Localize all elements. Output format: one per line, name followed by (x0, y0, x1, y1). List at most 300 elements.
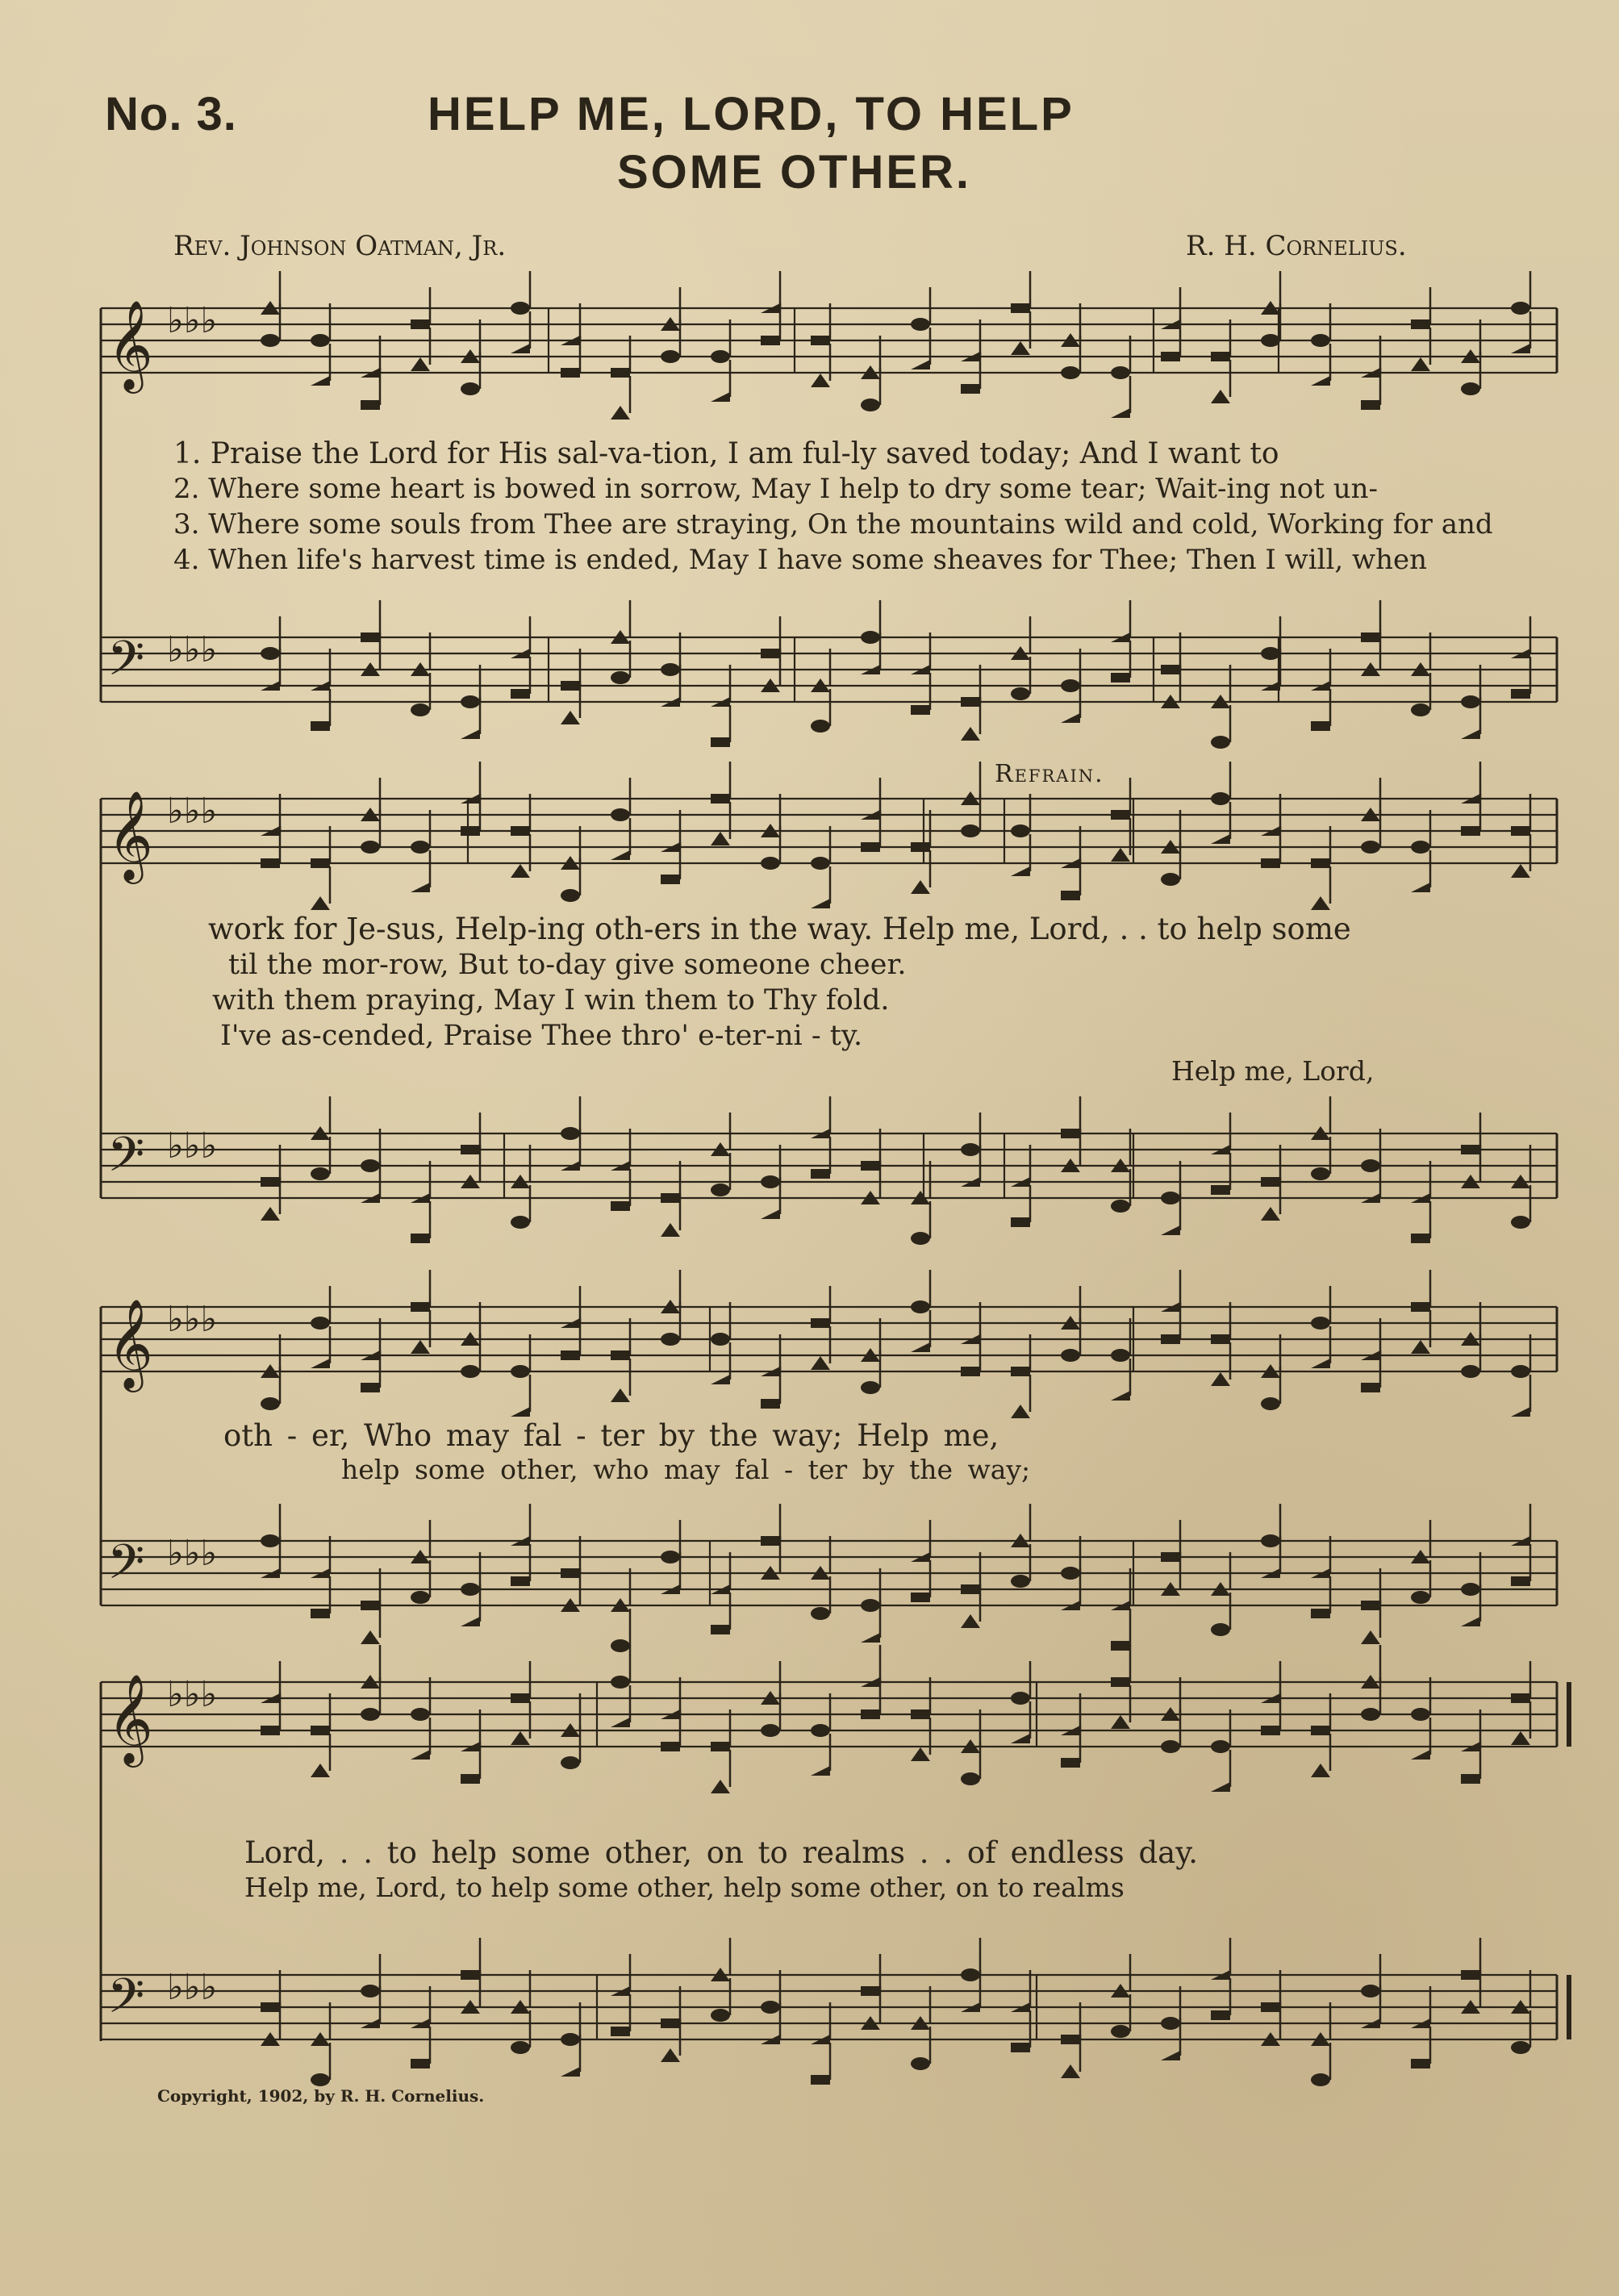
bass-clef-icon: 𝄢 (107, 1968, 145, 2035)
note-head (1061, 1349, 1080, 1362)
note-head (1311, 1359, 1330, 1368)
note-head (461, 1617, 480, 1626)
note-head (911, 705, 930, 715)
note-head (511, 2041, 530, 2054)
note-head (1011, 1692, 1030, 1705)
bass-refrain-text: Help me, Lord, (1171, 1055, 1375, 1087)
note-head (611, 850, 630, 860)
note-head (561, 368, 580, 378)
note-head (561, 1127, 580, 1140)
note-head (411, 883, 430, 892)
note-head (311, 1359, 330, 1368)
note-head (1161, 1334, 1180, 1344)
note-head (1161, 2017, 1180, 2030)
note-head (661, 1551, 680, 1563)
note-head (311, 721, 330, 731)
note-head (1211, 736, 1230, 749)
note-head (561, 1568, 580, 1578)
note-head (1461, 729, 1480, 739)
note-head (861, 1161, 880, 1171)
note-head (661, 2018, 680, 2028)
flat-key-signature-icon: ♭♭♭ (167, 1674, 218, 1715)
note-head (361, 400, 380, 410)
note-head (711, 737, 730, 747)
note-head (761, 1724, 780, 1737)
note-head (561, 1350, 580, 1360)
note-head (1411, 1234, 1430, 1243)
note-head (1011, 1217, 1030, 1227)
note-head (811, 2075, 830, 2085)
flat-key-signature-icon: ♭♭♭ (167, 1533, 218, 1574)
note-head (311, 2073, 330, 2086)
note-head (1511, 864, 1530, 878)
note-head (1361, 1985, 1380, 1998)
note-head (1111, 1391, 1130, 1401)
note-head (1361, 400, 1380, 410)
verse-1-line-1: 1. Praise the Lord for His sal-va-tion, I am ful-ly saved today; And I want to (173, 437, 1279, 470)
note-head (561, 711, 580, 724)
note-head (461, 729, 480, 739)
note-head (1111, 1641, 1130, 1651)
note-head (411, 1750, 430, 1760)
note-head (1511, 1693, 1530, 1703)
note-head (461, 1970, 480, 1980)
note-head (1061, 366, 1080, 379)
note-head (1011, 687, 1030, 700)
note-head (711, 1333, 730, 1346)
note-head (811, 1169, 830, 1179)
note-head (461, 382, 480, 395)
verse-4-line-2: I've as-cended, Praise Thee thro' e-ter-ni - ty. (220, 1020, 863, 1052)
note-head (761, 857, 780, 870)
note-head (811, 1318, 830, 1328)
note-head (1261, 2002, 1280, 2012)
note-head (461, 1365, 480, 1378)
note-head (1161, 665, 1180, 674)
treble-clef-icon: 𝄞 (107, 790, 153, 880)
note-head (611, 1350, 630, 1360)
note-head (1061, 679, 1080, 692)
note-head (461, 695, 480, 708)
note-head (961, 1143, 980, 1156)
note-head (1211, 834, 1230, 844)
note-head (311, 1609, 330, 1618)
note-head (911, 880, 930, 894)
note-head (511, 1731, 530, 1745)
note-head (1161, 1192, 1180, 1204)
note-head (1461, 1583, 1480, 1596)
note-head (611, 808, 630, 821)
note-head (1161, 2051, 1180, 2060)
note-head (1461, 826, 1480, 836)
copyright-notice: Copyright, 1902, by R. H. Cornelius. (157, 2086, 485, 2106)
note-head (261, 1177, 280, 1187)
note-head (261, 858, 280, 868)
lyricist-credit: Rev. Johnson Oatman, Jr. (173, 230, 507, 262)
note-head (1511, 344, 1530, 353)
note-head (1011, 303, 1030, 313)
note-head (1261, 647, 1280, 660)
note-head (1411, 357, 1430, 371)
note-head (911, 2057, 930, 2070)
note-head (911, 318, 930, 331)
note-head (1461, 382, 1480, 395)
note-head (1311, 1764, 1330, 1777)
note-head (961, 1614, 980, 1628)
note-head (1411, 1340, 1430, 1354)
note-head (1511, 1576, 1530, 1586)
note-head (361, 1383, 380, 1392)
bass-clef-icon: 𝄢 (107, 1126, 145, 1194)
note-head (861, 842, 880, 852)
note-head (1511, 1407, 1530, 1417)
note-head (311, 858, 330, 868)
verse-2-line-2: til the mor-row, But to-day give someone cheer. (228, 949, 907, 981)
note-head (1111, 2025, 1130, 2038)
note-head (1211, 352, 1230, 361)
note-head (1511, 826, 1530, 836)
note-head (611, 1201, 630, 1211)
note-head (811, 1356, 830, 1370)
note-head (761, 649, 780, 658)
note-head (1211, 2010, 1230, 2020)
note-head (1411, 1750, 1430, 1760)
note-head (511, 864, 530, 878)
note-head (1011, 341, 1030, 355)
note-head (661, 1333, 680, 1346)
note-head (1061, 2035, 1080, 2044)
note-head (761, 1209, 780, 1219)
treble-clef-icon: 𝄞 (107, 1673, 153, 1764)
note-head (1261, 334, 1280, 347)
note-head (1311, 1609, 1330, 1618)
refrain-label: Refrain. (995, 760, 1104, 788)
verse-2-line-1: 2. Where some heart is bowed in sorrow, May I help to dry some tear; Wait-ing not un- (173, 473, 1378, 505)
note-head (761, 1175, 780, 1188)
note-head (711, 1780, 730, 1793)
note-head (1011, 866, 1030, 876)
note-head (661, 2048, 680, 2062)
note-head (611, 1718, 630, 1727)
note-head (1411, 1708, 1430, 1721)
note-head (361, 1985, 380, 1998)
note-head (761, 336, 780, 345)
note-head (411, 1340, 430, 1354)
note-head (1161, 352, 1180, 361)
note-head (411, 1234, 430, 1243)
note-head (411, 703, 430, 716)
note-head (861, 1633, 880, 1643)
note-head (1111, 1677, 1130, 1687)
note-head (561, 681, 580, 691)
note-head (1311, 1167, 1330, 1180)
note-head (511, 302, 530, 315)
note-head (511, 689, 530, 699)
note-head (311, 334, 330, 347)
note-head (461, 1145, 480, 1154)
note-head (511, 1407, 530, 1417)
note-head (1211, 792, 1230, 805)
note-head (611, 406, 630, 420)
treble-clef-icon: 𝄞 (107, 299, 153, 390)
note-head (961, 824, 980, 837)
note-head (611, 1639, 630, 1652)
hymn-title-line2: SOME OTHER. (617, 146, 972, 198)
note-head (911, 1709, 930, 1719)
note-head (1461, 1365, 1480, 1378)
note-head (711, 1375, 730, 1384)
note-head (1411, 319, 1430, 329)
note-head (961, 1367, 980, 1376)
note-head (511, 1365, 530, 1378)
note-head (511, 1693, 530, 1703)
note-head (311, 1167, 330, 1180)
note-head (761, 1399, 780, 1409)
note-head (661, 875, 680, 884)
note-head (911, 1300, 930, 1313)
verse-3-line-2: with them praying, May I win them to Thy fold. (212, 984, 890, 1017)
note-head (611, 368, 630, 378)
note-head (1361, 841, 1380, 854)
note-head (911, 1342, 930, 1352)
note-head (711, 1183, 730, 1196)
note-head (1311, 896, 1330, 910)
flat-key-signature-icon: ♭♭♭ (167, 1967, 218, 2008)
note-head (1211, 1372, 1230, 1386)
note-head (1161, 873, 1180, 886)
note-head (711, 392, 730, 402)
bass-clef-icon: 𝄢 (107, 630, 145, 698)
note-head (911, 842, 930, 852)
note-head (1161, 1225, 1180, 1235)
note-head (711, 794, 730, 804)
note-head (1011, 824, 1030, 837)
note-head (1411, 703, 1430, 716)
flat-key-signature-icon: ♭♭♭ (167, 1125, 218, 1167)
note-head (1111, 673, 1130, 683)
note-head (811, 336, 830, 345)
note-head (511, 344, 530, 353)
note-head (1411, 1591, 1430, 1604)
note-head (961, 727, 980, 741)
note-head (1511, 1216, 1530, 1229)
bass-clef-icon: 𝄢 (107, 1534, 145, 1601)
note-head (711, 1742, 730, 1751)
note-head (361, 632, 380, 642)
note-head (1261, 1726, 1280, 1735)
refrain-lower-text-1: help some other, who may fal - ter by the way; (341, 1454, 1031, 1485)
note-head (761, 1536, 780, 1546)
flat-key-signature-icon: ♭♭♭ (167, 300, 218, 341)
note-head (1411, 1302, 1430, 1312)
note-head (561, 1756, 580, 1769)
note-head (811, 899, 830, 908)
note-head (811, 1724, 830, 1737)
note-head (311, 1317, 330, 1330)
note-head (1511, 2041, 1530, 2054)
note-head (261, 647, 280, 660)
note-head (661, 663, 680, 676)
note-head (1011, 2043, 1030, 2052)
note-head (861, 1709, 880, 1719)
note-head (961, 1772, 980, 1785)
note-head (1011, 1575, 1030, 1588)
note-head (861, 1599, 880, 1612)
note-head (1211, 1782, 1230, 1792)
note-head (1061, 1129, 1080, 1138)
note-head (1511, 302, 1530, 315)
note-head (911, 1232, 930, 1245)
note-head (1311, 2073, 1330, 2086)
note-head (1211, 1185, 1230, 1195)
flat-key-signature-icon: ♭♭♭ (167, 629, 218, 670)
note-head (1161, 1740, 1180, 1753)
note-head (611, 1388, 630, 1402)
note-head (1461, 1145, 1480, 1154)
note-head (561, 2067, 580, 2077)
note-head (411, 1708, 430, 1721)
note-head (761, 2001, 780, 2014)
note-head (711, 832, 730, 845)
note-head (1061, 713, 1080, 723)
note-head (1111, 1200, 1130, 1213)
note-head (1311, 376, 1330, 386)
note-head (411, 841, 430, 854)
note-head (1311, 334, 1330, 347)
note-head (811, 1607, 830, 1620)
note-head (261, 334, 280, 347)
note-head (661, 350, 680, 363)
note-head (1461, 1774, 1480, 1784)
composer-credit: R. H. Cornelius. (1186, 230, 1407, 262)
note-head (361, 1159, 380, 1172)
note-head (411, 1591, 430, 1604)
note-head (711, 2009, 730, 2022)
note-head (261, 1207, 280, 1221)
note-head (1211, 390, 1230, 403)
note-head (461, 1774, 480, 1784)
note-head (361, 841, 380, 854)
note-head (361, 1630, 380, 1644)
note-head (1261, 1397, 1280, 1410)
note-head (311, 1726, 330, 1735)
note-head (1361, 1601, 1380, 1610)
note-head (961, 1968, 980, 1981)
note-head (1261, 1534, 1280, 1547)
note-head (1211, 1740, 1230, 1753)
note-head (1361, 1708, 1380, 1721)
note-head (911, 1593, 930, 1602)
note-head (561, 889, 580, 902)
note-head (1011, 1734, 1030, 1743)
note-head (1411, 841, 1430, 854)
note-head (1461, 1617, 1480, 1626)
note-head (1511, 1365, 1530, 1378)
note-head (261, 1397, 280, 1410)
note-head (661, 1742, 680, 1751)
note-head (461, 1583, 480, 1596)
note-head (861, 631, 880, 644)
flat-key-signature-icon: ♭♭♭ (167, 1299, 218, 1340)
note-head (1461, 1970, 1480, 1980)
note-head (261, 1726, 280, 1735)
note-head (1161, 1552, 1180, 1562)
refrain-upper-text-2: Lord, . . to help some other, on to realms . . of endless day. (244, 1835, 1198, 1870)
note-head (1111, 1349, 1130, 1362)
hymn-title-line1: HELP ME, LORD, TO HELP (428, 88, 1074, 140)
note-head (1111, 366, 1130, 379)
note-head (311, 1764, 330, 1777)
note-head (1361, 1630, 1380, 1644)
note-head (411, 1302, 430, 1312)
refrain-upper-text-1: oth - er, Who may fal - ter by the way; Help me, (223, 1418, 999, 1453)
note-head (361, 1601, 380, 1610)
hymn-number: No. 3. (105, 88, 237, 140)
note-head (1411, 883, 1430, 892)
note-head (961, 697, 980, 707)
note-head (961, 384, 980, 394)
note-head (611, 2027, 630, 2036)
note-head (1111, 848, 1130, 862)
note-head (411, 357, 430, 371)
note-head (561, 2033, 580, 2046)
note-head (861, 1381, 880, 1394)
note-head (1111, 810, 1130, 820)
note-head (1261, 1207, 1280, 1221)
note-head (311, 376, 330, 386)
treble-clef-icon: 𝄞 (107, 1298, 153, 1388)
note-head (1011, 1405, 1030, 1418)
note-head (811, 857, 830, 870)
note-head (861, 399, 880, 411)
note-head (911, 360, 930, 369)
note-head (261, 1534, 280, 1547)
verse-4-line-1: 4. When life's harvest time is ended, May I have some sheaves for Thee; Then I will, when (173, 544, 1428, 576)
note-head (1111, 408, 1130, 418)
note-head (261, 2002, 280, 2012)
note-head (1011, 1367, 1030, 1376)
verse-3-line-1: 3. Where some souls from Thee are straying, On the mountains wild and cold, Working for and (173, 508, 1493, 541)
note-head (611, 1676, 630, 1689)
note-head (661, 1193, 680, 1203)
note-head (511, 826, 530, 836)
note-head (861, 1986, 880, 1996)
note-head (511, 1216, 530, 1229)
note-head (311, 896, 330, 910)
note-head (411, 319, 430, 329)
note-head (911, 1747, 930, 1761)
note-head (1211, 1623, 1230, 1636)
note-head (1361, 632, 1380, 642)
note-head (1511, 1731, 1530, 1745)
note-head (1411, 2059, 1430, 2068)
refrain-lower-text-2: Help me, Lord, to help some other, help some other, on to realms (244, 1872, 1125, 1903)
verse-1-line-2: work for Je-sus, Help-ing oth-ers in the way. Help me, Lord, . . to help some (208, 912, 1351, 946)
note-head (1061, 2064, 1080, 2078)
note-head (361, 1708, 380, 1721)
note-head (411, 2059, 430, 2068)
note-head (1261, 858, 1280, 868)
note-head (1361, 1159, 1380, 1172)
flat-key-signature-icon: ♭♭♭ (167, 791, 218, 832)
note-head (1311, 1317, 1330, 1330)
note-head (1311, 721, 1330, 731)
note-head (811, 1766, 830, 1776)
note-head (811, 374, 830, 387)
note-head (961, 1584, 980, 1594)
note-head (1361, 1383, 1380, 1392)
note-head (1311, 1726, 1330, 1735)
